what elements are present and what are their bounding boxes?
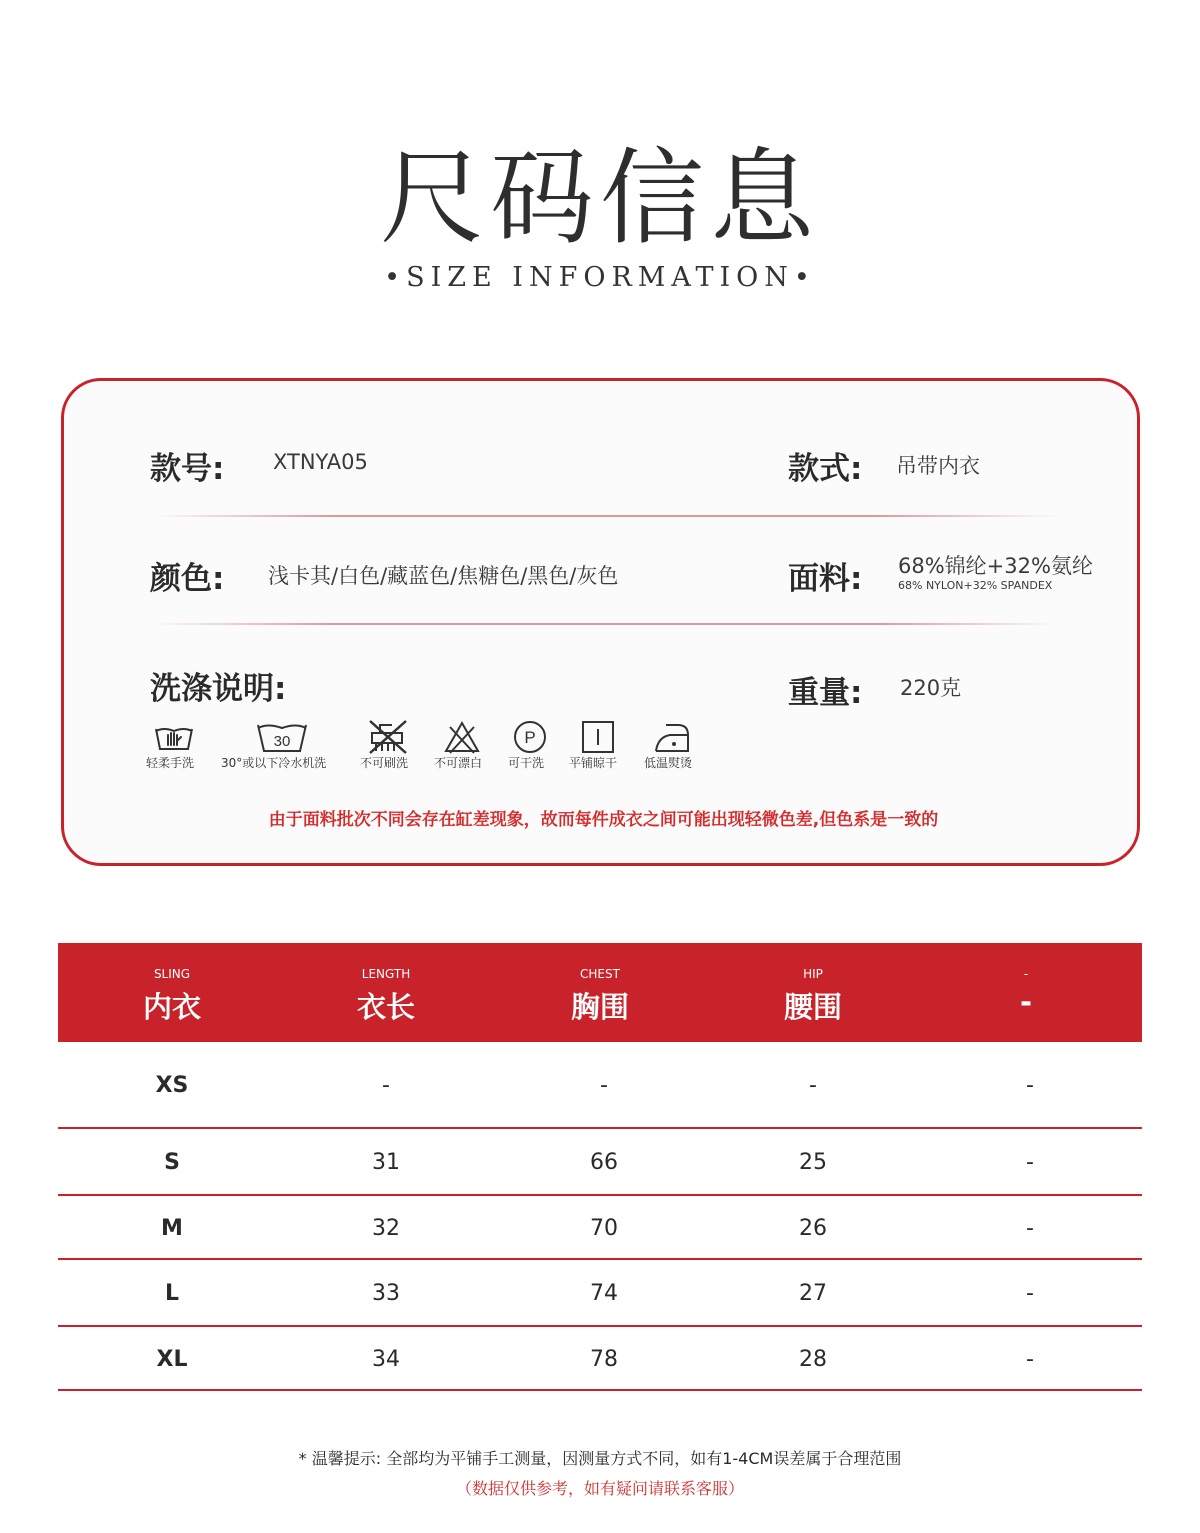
care-label: 不可漂白 bbox=[434, 756, 483, 770]
low-iron-icon bbox=[650, 719, 694, 755]
color-difference-notice: 由于面料批次不同会存在缸差现象，故而每件成衣之间可能出现轻微色差,但色系是一致的 bbox=[268, 810, 939, 830]
weight-label: 重量: bbox=[788, 675, 863, 711]
fabric-value-en: 68% NYLON+32% SPANDEX bbox=[898, 579, 1053, 592]
header-cell-sling: SLING 内衣 bbox=[142, 967, 201, 1024]
care-label: 不可刷洗 bbox=[360, 756, 409, 770]
length-cell: 32 bbox=[372, 1215, 400, 1241]
row-divider bbox=[58, 1389, 1142, 1391]
chest-cell: - bbox=[600, 1073, 608, 1098]
machine-wash-30-icon bbox=[254, 719, 310, 755]
table-row bbox=[58, 1129, 1142, 1196]
info-divider bbox=[152, 515, 1058, 517]
header-cell-hip: HIP 腰围 bbox=[783, 967, 842, 1024]
extra-cell: - bbox=[1026, 1150, 1034, 1175]
hip-cell: - bbox=[809, 1073, 817, 1098]
chest-cell: 70 bbox=[590, 1215, 618, 1241]
size-cell: L bbox=[164, 1281, 180, 1306]
chest-cell: 66 bbox=[590, 1150, 618, 1175]
extra-cell: - bbox=[1026, 1346, 1034, 1372]
style-type-label: 款式: bbox=[788, 451, 863, 487]
hip-cell: 26 bbox=[799, 1215, 827, 1241]
svg-text:P: P bbox=[524, 728, 536, 747]
size-cell: XS bbox=[155, 1073, 189, 1098]
length-cell: 34 bbox=[372, 1346, 400, 1372]
care-label: 轻柔手洗 bbox=[146, 756, 195, 770]
info-divider bbox=[152, 623, 1058, 625]
length-cell: - bbox=[382, 1073, 390, 1098]
size-table-header bbox=[58, 943, 1142, 1042]
product-info-card bbox=[61, 378, 1140, 866]
dry-clean-p-icon bbox=[508, 719, 552, 755]
style-no-value: XTNYA05 bbox=[273, 450, 368, 474]
color-value: 浅卡其/白色/藏蓝色/焦糖色/黑色/灰色 bbox=[268, 564, 619, 588]
header-cell-length: LENGTH 衣长 bbox=[356, 967, 415, 1024]
header-cell-extra: - - bbox=[1019, 967, 1033, 1019]
hip-cell: 25 bbox=[799, 1150, 827, 1175]
extra-cell: - bbox=[1026, 1073, 1034, 1098]
size-cell: S bbox=[164, 1150, 180, 1175]
wash-label: 洗涤说明: bbox=[150, 671, 287, 707]
size-cell: XL bbox=[156, 1346, 188, 1372]
header-cell-chest: CHEST 胸围 bbox=[570, 967, 629, 1024]
dry-flat-icon bbox=[576, 719, 620, 755]
weight-value: 220克 bbox=[900, 676, 962, 700]
extra-cell: - bbox=[1026, 1215, 1034, 1241]
no-brush-icon bbox=[366, 719, 410, 755]
style-no-label: 款号: bbox=[150, 451, 225, 487]
fabric-value: 68%锦纶+32%氨纶 bbox=[898, 554, 1093, 578]
care-label: 可干洗 bbox=[508, 756, 545, 770]
care-label: 30°或以下冷水机洗 bbox=[221, 756, 327, 770]
no-bleach-icon bbox=[440, 719, 484, 755]
hand-wash-icon bbox=[152, 719, 196, 755]
measurement-tip: * 温馨提示: 全部均为平铺手工测量，因测量方式不同，如有1-4CM误差属于合理范围 bbox=[298, 1449, 902, 1468]
length-cell: 31 bbox=[372, 1150, 400, 1175]
length-cell: 33 bbox=[372, 1281, 400, 1306]
extra-cell: - bbox=[1026, 1281, 1034, 1306]
care-label: 平铺晾干 bbox=[569, 756, 618, 770]
table-row bbox=[58, 1042, 1142, 1129]
chest-cell: 78 bbox=[590, 1346, 618, 1372]
care-label: 低温熨烫 bbox=[644, 756, 693, 770]
hip-cell: 28 bbox=[799, 1346, 827, 1372]
table-row bbox=[58, 1260, 1142, 1327]
page-title-cn: 尺码信息 bbox=[379, 137, 820, 259]
table-row bbox=[58, 1196, 1142, 1260]
chest-cell: 74 bbox=[590, 1281, 618, 1306]
hip-cell: 27 bbox=[799, 1281, 827, 1306]
page-title-en: •SIZE INFORMATION• bbox=[384, 262, 816, 293]
svg-text:30: 30 bbox=[273, 733, 291, 750]
table-row bbox=[58, 1327, 1142, 1391]
fabric-label: 面料: bbox=[788, 561, 863, 597]
color-label: 颜色: bbox=[150, 561, 225, 597]
size-cell: M bbox=[161, 1215, 183, 1241]
style-type-value: 吊带内衣 bbox=[896, 454, 980, 478]
measurement-tip-note: （数据仅供参考，如有疑问请联系客服） bbox=[455, 1479, 744, 1498]
